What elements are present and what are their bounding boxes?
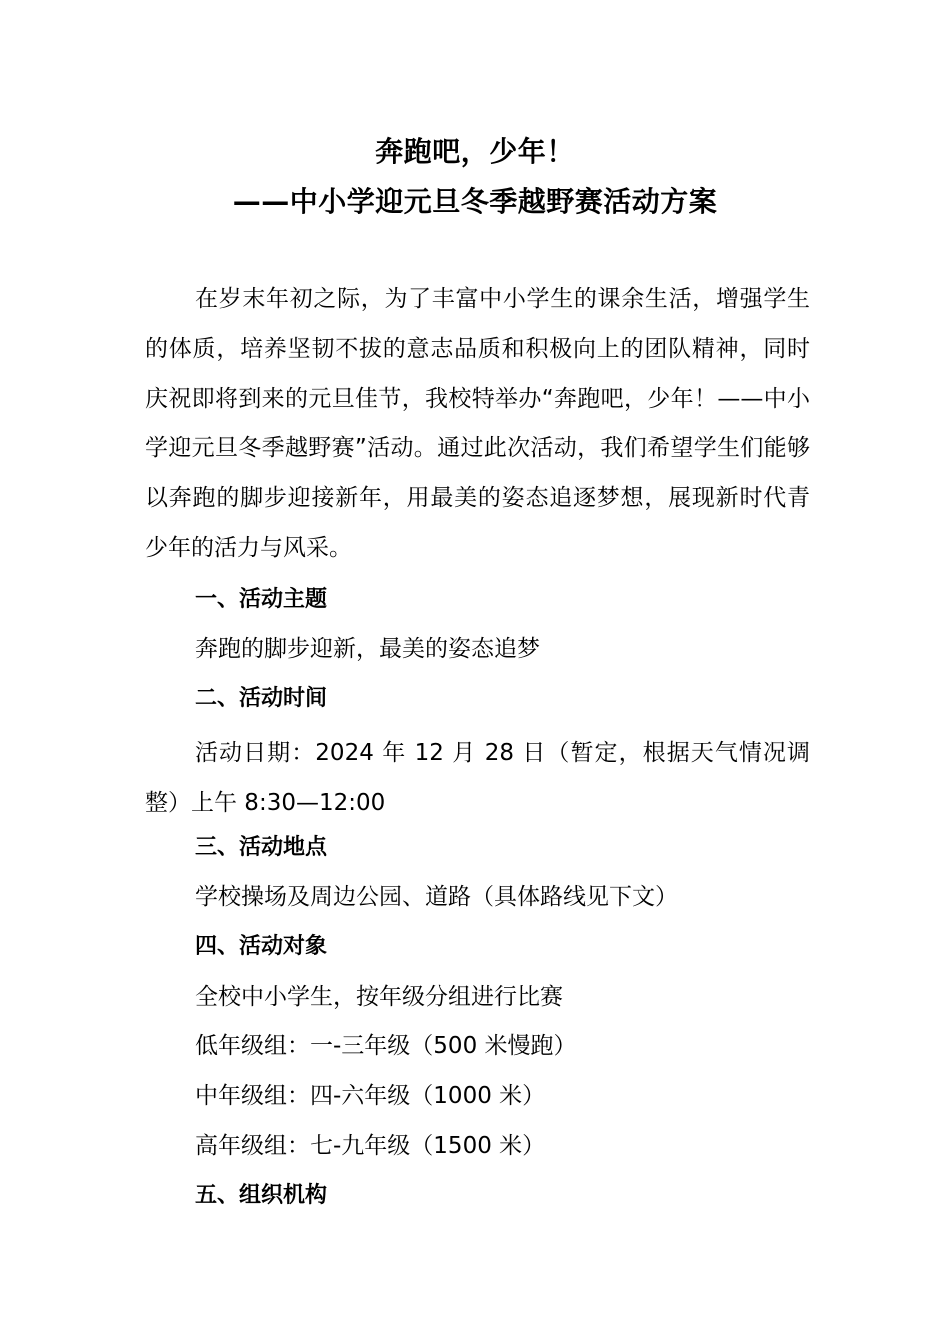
section-heading-time: 二、活动时间 bbox=[195, 686, 328, 711]
section-heading-theme: 一、活动主题 bbox=[195, 587, 328, 612]
section-heading-location: 三、活动地点 bbox=[195, 835, 328, 860]
group-item-middle: 中年级组：四-六年级（1000 米） bbox=[195, 1083, 546, 1109]
document-subtitle: ——中小学迎元旦冬季越野赛活动方案 bbox=[232, 185, 718, 218]
group-item-high: 高年级组：七-九年级（1500 米） bbox=[195, 1133, 546, 1159]
document-title: 奔跑吧，少年！ bbox=[375, 135, 575, 168]
section-heading-organization: 五、组织机构 bbox=[195, 1183, 328, 1208]
group-item-low: 低年级组：一-三年级（500 米慢跑） bbox=[195, 1033, 577, 1059]
section-content-time: 活动日期：2024 年 12 月 28 日（暂定，根据天气情况调整）上午 8:30—12:00 bbox=[145, 740, 810, 816]
section-heading-participants: 四、活动对象 bbox=[195, 934, 328, 959]
intro-paragraph: 在岁末年初之际，为了丰富中小学生的课余生活，增强学生的体质，培养坚韧不拔的意志品质和积极向上的团队精神，同时庆祝即将到来的元旦佳节，我校特举办“奔跑吧，少年！——中小学迎元旦冬季越野赛”活动。通过此次活动，我们希望学生们能够以奔跑的脚步迎接新年，用最美的姿态追逐梦想，展现新时代青少年的活力与风采。 bbox=[145, 286, 810, 561]
section-content-location: 学校操场及周边公园、道路（具体路线见下文） bbox=[195, 884, 678, 910]
section-content-participants: 全校中小学生，按年级分组进行比赛 bbox=[195, 984, 563, 1010]
section-content-theme: 奔跑的脚步迎新，最美的姿态追梦 bbox=[195, 636, 540, 662]
